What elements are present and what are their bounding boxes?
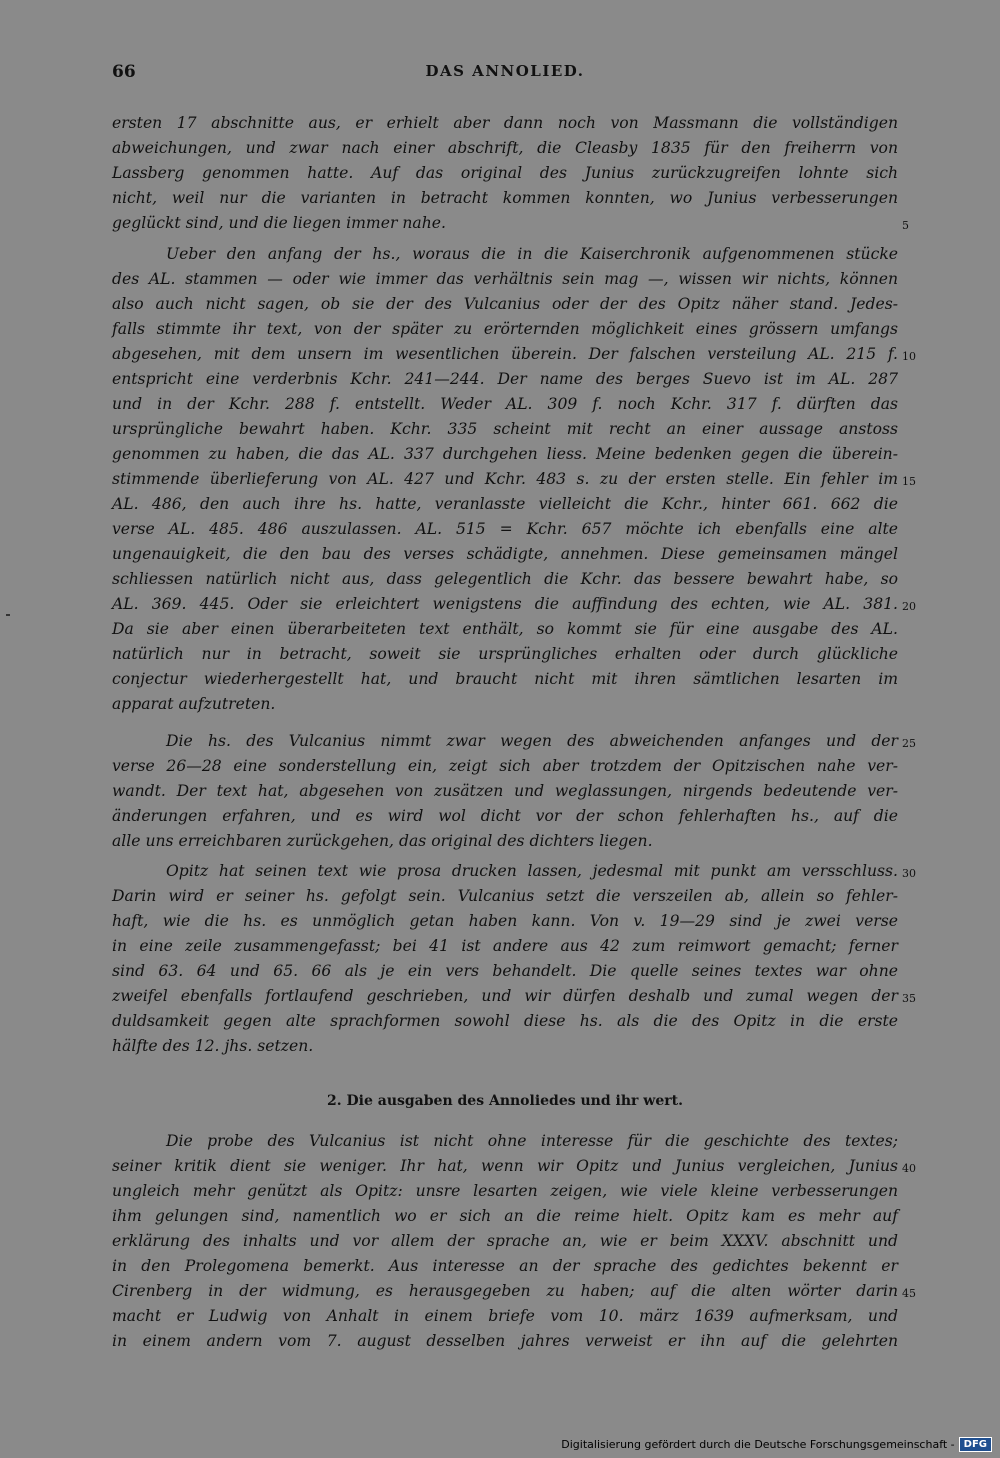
paragraph-2 — [112, 242, 916, 717]
text-line: Lassberg genommen hatte. Auf das original des Junius zurückzugreifen lohnte sich — [112, 164, 898, 182]
line-number: 5 — [902, 219, 909, 232]
text-line: ungleich mehr genützt als Opitz: unsre lesarten zeigen, wie viele kleine verbesserungen — [112, 1182, 898, 1200]
text-line: Die probe des Vulcanius ist nicht ohne interesse für die geschichte des textes; — [166, 1132, 898, 1150]
text-line: Ueber den anfang der hs., woraus die in die Kaiserchronik aufgenommenen stücke — [166, 245, 898, 263]
running-title: DAS ANNOLIED. — [425, 62, 585, 80]
line-number: 20 — [902, 600, 916, 613]
line-number: 25 — [902, 737, 916, 750]
text-line: erklärung des inhalts und vor allem der sprache an, wie er beim XXXV. abschnitt und — [112, 1232, 898, 1250]
text-line: und in der Kchr. 288 f. entstellt. Weder AL. 309 f. noch Kchr. 317 f. dürften das — [112, 395, 898, 413]
text-line: ursprüngliche bewahrt haben. Kchr. 335 scheint mit recht an einer aussage anstoss — [112, 420, 898, 438]
line-number: 15 — [902, 475, 916, 488]
text-line — [112, 342, 916, 367]
text-line: in den Prolegomena bemerkt. Aus interesse an der sprache des gedichtes bekennt er — [112, 1257, 898, 1275]
text-line-content: AL. 369. 445. Oder sie erleichtert wenigstens die auffindung des echten, wie AL. 381. — [112, 595, 898, 613]
line-number: 40 — [902, 1162, 916, 1175]
line-number: 45 — [902, 1287, 916, 1300]
text-line: Darin wird er seiner hs. gefolgt sein. Vulcanius setzt die verszeilen ab, allein so fehler- — [112, 887, 898, 905]
page-header — [112, 62, 898, 90]
text-line: wandt. Der text hat, abgesehen von zusätzen und weglassungen, nirgends bedeutende ver- — [112, 782, 898, 800]
text-line: haft, wie die hs. es unmöglich getan haben kann. Von v. 19—29 sind je zwei verse — [112, 912, 898, 930]
text-line: alle uns erreichbaren zurückgehen, das original des dichters liegen. — [112, 832, 653, 850]
text-line-content: zweifel ebenfalls fortlaufend geschrieben, und wir dürfen deshalb und zumal wegen der — [112, 987, 898, 1005]
text-line — [112, 592, 916, 617]
paragraph-5 — [112, 1129, 916, 1354]
text-line-content: abgesehen, mit dem unsern im wesentlichen überein. Der falschen versteilung AL. 215 f. — [112, 345, 898, 363]
dfg-logo[interactable]: DFG — [959, 1437, 992, 1452]
text-line: änderungen erfahren, und es wird wol dicht vor der schon fehlerhaften hs., auf die — [112, 807, 898, 825]
text-line: Da sie aber einen überarbeiteten text enthält, so kommt sie für eine ausgabe des AL. — [112, 620, 898, 638]
text-line: ihm gelungen sind, namentlich wo er sich an die reime hielt. Opitz kam es mehr auf — [112, 1207, 898, 1225]
text-line-content: Opitz hat seinen text wie prosa drucken lassen, jedesmal mit punkt am versschluss. — [166, 862, 898, 880]
digitization-footer — [561, 1437, 992, 1452]
text-line: falls stimmte ihr text, von der später zu erörternden möglichkeit eines grössern umfangs — [112, 320, 898, 338]
text-line — [112, 1154, 916, 1179]
text-line: entspricht eine verderbnis Kchr. 241—244. Der name des berges Suevo ist im AL. 287 — [112, 370, 898, 388]
text-line: in einem andern vom 7. august desselben jahres verweist er ihn auf die gelehrten — [112, 1332, 898, 1350]
text-line: duldsamkeit gegen alte sprachformen sowohl diese hs. als die des Opitz in die erste — [112, 1012, 898, 1030]
text-line: verse AL. 485. 486 auszulassen. AL. 515 = Kchr. 657 möchte ich ebenfalls eine alte — [112, 520, 898, 538]
text-line — [112, 211, 909, 236]
text-line-content: stimmende überlieferung von AL. 427 und Kchr. 483 s. zu der ersten stelle. Ein fehler im — [112, 470, 898, 488]
text-line: abweichungen, und zwar nach einer abschrift, die Cleasby 1835 für den freiherrn von — [112, 139, 898, 157]
paragraph-1 — [112, 111, 909, 236]
text-line: conjectur wiederhergestellt hat, und braucht nicht mit ihren sämtlichen lesarten im — [112, 670, 898, 688]
margin-mark — [6, 614, 10, 616]
text-line-content: Die hs. des Vulcanius nimmt zwar wegen des abweichenden anfanges und der — [166, 732, 898, 750]
text-line-content: Cirenberg in der widmung, es herausgegeben zu haben; auf die alten wörter darin — [112, 1282, 898, 1300]
text-line — [112, 984, 916, 1009]
text-line-content: geglückt sind, und die liegen immer nahe. — [112, 214, 446, 232]
text-line: genommen zu haben, die das AL. 337 durchgehen liess. Meine bedenken gegen die überein- — [112, 445, 898, 463]
line-number: 30 — [902, 867, 916, 880]
text-line: AL. 486, den auch ihre hs. hatte, veranlasste vielleicht die Kchr., hinter 661. 662 die — [112, 495, 898, 513]
text-line: also auch nicht sagen, ob sie der des Vulcanius oder der des Opitz näher stand. Jedes- — [112, 295, 898, 313]
section-heading: 2. Die ausgaben des Annoliedes und ihr wert. — [327, 1093, 683, 1109]
page-number: 66 — [112, 62, 136, 82]
text-line: hälfte des 12. jhs. setzen. — [112, 1037, 314, 1055]
paragraph-3 — [112, 729, 916, 854]
text-line: sind 63. 64 und 65. 66 als je ein vers behandelt. Die quelle seines textes war ohne — [112, 962, 898, 980]
text-line: natürlich nur in betracht, soweit sie ursprüngliches erhalten oder durch glückliche — [112, 645, 898, 663]
line-number: 35 — [902, 992, 916, 1005]
text-line: ungenauigkeit, die den bau des verses schädigte, annehmen. Diese gemeinsamen mängel — [112, 545, 898, 563]
text-line — [112, 467, 916, 492]
paragraph-4 — [112, 859, 916, 1059]
text-line: nicht, weil nur die varianten in betracht kommen konnten, wo Junius verbesserungen — [112, 189, 898, 207]
text-line: des AL. stammen — oder wie immer das verhältnis sein mag —, wissen wir nichts, können — [112, 270, 898, 288]
text-line: apparat aufzutreten. — [112, 695, 276, 713]
text-line: verse 26—28 eine sonderstellung ein, zeigt sich aber trotzdem der Opitzischen nahe ver- — [112, 757, 898, 775]
text-line-content: seiner kritik dient sie weniger. Ihr hat, wenn wir Opitz und Junius vergleichen, Junius — [112, 1157, 898, 1175]
text-line — [112, 729, 916, 754]
footer-text: Digitalisierung gefördert durch die Deutsche Forschungsgemeinschaft - — [561, 1438, 955, 1451]
text-line — [112, 859, 916, 884]
text-line: ersten 17 abschnitte aus, er erhielt aber dann noch von Massmann die vollständigen — [112, 114, 898, 132]
text-line: schliessen natürlich nicht aus, dass gelegentlich die Kchr. das bessere bewahrt habe, so — [112, 570, 898, 588]
text-line: in eine zeile zusammengefasst; bei 41 ist andere aus 42 zum reimwort gemacht; ferner — [112, 937, 898, 955]
text-line: macht er Ludwig von Anhalt in einem briefe vom 10. märz 1639 aufmerksam, und — [112, 1307, 898, 1325]
text-line — [112, 1279, 916, 1304]
line-number: 10 — [902, 350, 916, 363]
